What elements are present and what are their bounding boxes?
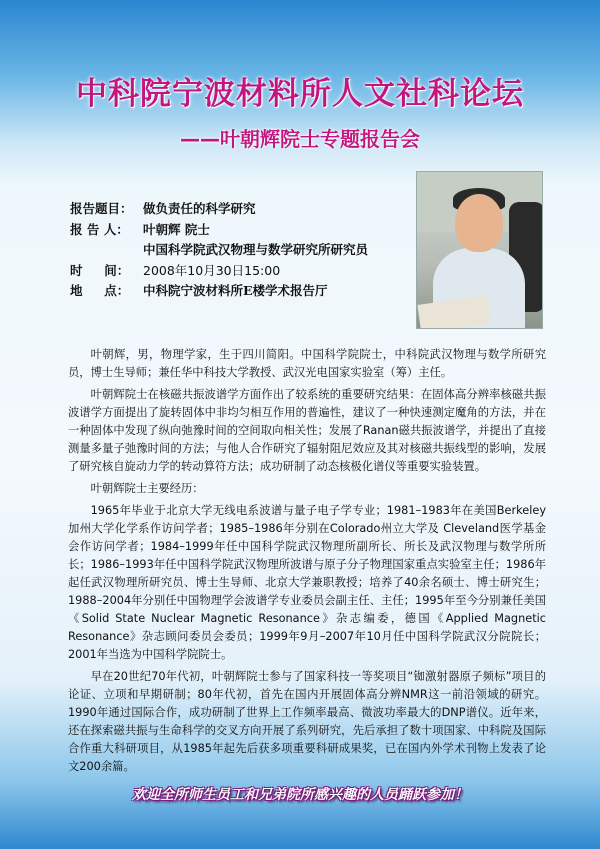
speaker-row [70,220,430,241]
invitation-banner: 欢迎全所师生员工和兄弟院所感兴趣的人员踊跃参加！ [132,787,468,803]
speaker-portrait-icon [416,171,543,329]
forum-title: 中科院宁波材料所人文社科论坛 [76,76,524,112]
biography [68,346,546,780]
report-info [70,199,430,302]
topic-label: 报告题目： [70,201,133,216]
forum-subtitle: ——叶朝辉院士专题报告会 [180,127,420,151]
bio-paragraph-research: 叶朝辉院士在核磁共振波谱学方面作出了较系统的重要研究结果：在固体高分辨率核磁共振波谱学方面提出了旋转固体中非均匀相互作用的普遍性，建议了一种快速测定魔角的方法，并在一种固体中发现了纵向弛豫时间的空间取向相关性；发展了Ranan磁共振波谱学，并提出了直接测量多量子弛豫时间的方法；与他人合作研究了辐射阻尼效应及其对核磁共振线型的影响，发展了研究核自旋动力学的转动算符方法；成功研制了动态核极化谱仪等重要实验装置。 [68,388,546,473]
speaker-label: 报 告 人： [70,221,129,237]
time-row [70,261,430,282]
bio-paragraph-achievements: 早在20世纪70年代初，叶朝辉院士参与了国家科技一等奖项目“铷激射器原子频标”项目的论证、立项和早期研制；80年代初，首先在国内开展固体高分辨NMR这一前沿领域的研究。1990年通过国际合作，成功研制了世界上工作频率最高、微波功率最大的DNP谱仪。近年来，还在探索磁共振与生命科学的交叉方向开展了系列研究，先后承担了数十项国家、中科院及国际合作重大科研项目，从1985年起先后获多项重要科研成果奖，已在国内外学术刊物上发表了论文200余篇。 [68,670,546,773]
affiliation-value: 中国科学院武汉物理与数学研究所研究员 [143,242,369,257]
bio-paragraph-career: 1965年毕业于北京大学无线电系波谱与量子电子学专业；1981–1983年在美国Berkeley 加州大学化学系作访问学者；1985–1986年分别在Colorado州立大学及 Cleveland医学基金会作访问学者；1984–1999年任中国科学院武汉物理所副所长、所长及武汉物理与数学所所长；1986–1993年任中国科学院武汉物理所波谱与原子分子物理国家重点实验室主任；1986年起任武汉物理所研究员、博士生导师、北京大学兼职教授；培养了40余名硕士、博士研究生；1988–2004年分别任中国物理学会波谱学专业委员会副主任、主任；1995年至今分别兼任美国《Solid State Nuclear Magnetic Resonance》杂志编委，德国《Applied Magnetic Resonance》杂志顾问委员会委员；1999年9月–2007年10月任中国科学院武汉分院院长；2001年当选为中国科学院院士。 [68,504,546,661]
bio-paragraph-intro: 叶朝辉，男，物理学家，生于四川简阳。中国科学院院士，中科院武汉物理与数学所研究员，博士生导师；兼任华中科技大学教授、武汉光电国家实验室（筹）主任。 [68,348,546,379]
affiliation-row [70,240,430,261]
time-label: 时 间： [70,262,130,278]
topic-value: 做负责任的科学研究 [143,201,256,216]
place-row [70,281,430,302]
topic-row [70,199,430,220]
bio-paragraph-heading: 叶朝辉院士主要经历： [90,482,204,495]
place-label: 地 点： [70,283,130,298]
place-value: 中科院宁波材料所E楼学术报告厅 [143,283,328,298]
time-value: 2008年10月30日15:00 [143,262,281,278]
speaker-value: 叶朝辉 院士 [143,221,210,237]
